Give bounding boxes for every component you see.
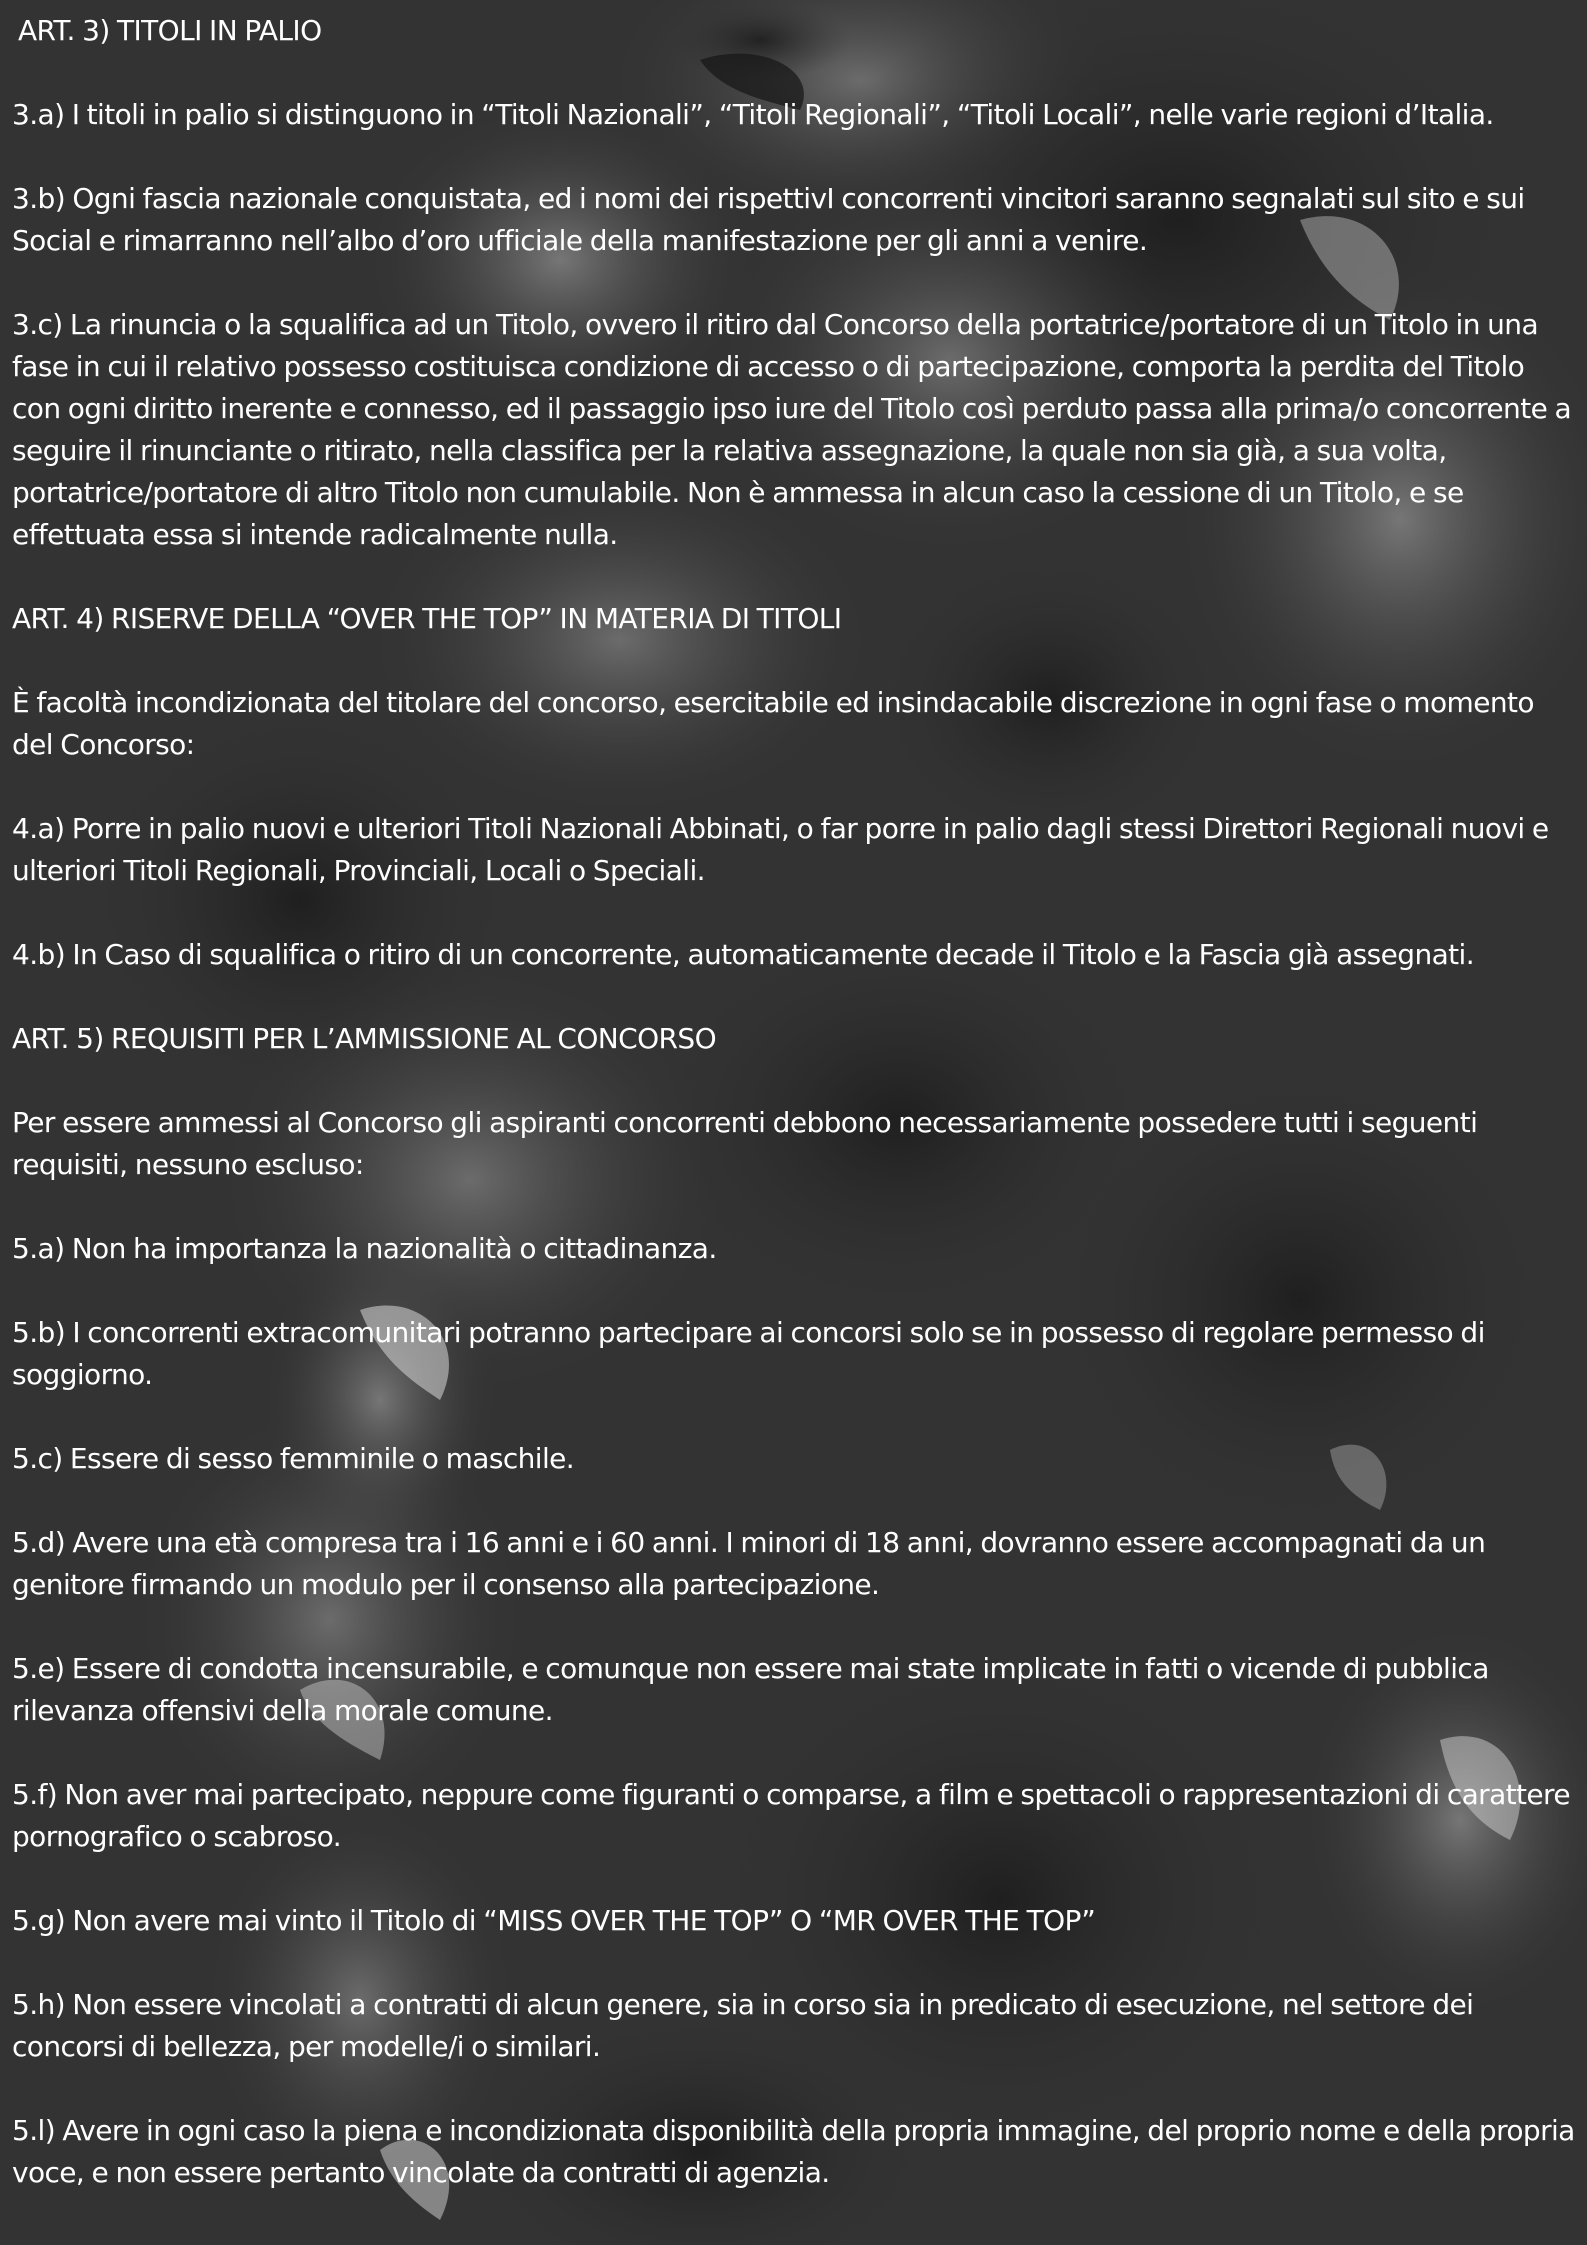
- paragraph-art-5-intro: Per essere ammessi al Concorso gli aspiranti concorrenti debbono necessariamente possedere tutti i seguenti requisiti, nessuno escluso:: [12, 1106, 1478, 1181]
- section-heading-art-5: ART. 5) REQUISITI PER L’AMMISSIONE AL CONCORSO: [12, 1022, 717, 1055]
- paragraph-3c: 3.c) La rinuncia o la squalifica ad un Titolo, ovvero il ritiro dal Concorso della portatrice/portatore di un Titolo in una fase in cui il relativo possesso costituisca condizione di accesso o di partecipazione, comporta la perdita del Titolo con ogni diritto inerente e connesso, ed il passaggio ipso iure del Titolo così perduto passa alla prima/o concorrente a seguire il rinunciante o ritirato, nella classifica per la relativa assegnazione, la quale non sia già, a sua volta, portatrice/portatore di altro Titolo non cumulabile. Non è ammessa in alcun caso la cessione di un Titolo, e se effettuata essa si intende radicalmente nulla.: [12, 308, 1572, 551]
- paragraph-5g: 5.g) Non avere mai vinto il Titolo di “MISS OVER THE TOP” O “MR OVER THE TOP”: [12, 1904, 1096, 1937]
- paragraph-3b: 3.b) Ogni fascia nazionale conquistata, ed i nomi dei rispettivI concorrenti vincitori saranno segnalati sul sito e sui Social e rimarranno nell’albo d’oro ufficiale della manifestazione per gli anni a venire.: [12, 182, 1525, 257]
- paragraph-5b: 5.b) I concorrenti extracomunitari potranno partecipare ai concorsi solo se in possesso di regolare permesso di soggiorno.: [12, 1316, 1485, 1391]
- paragraph-5h: 5.h) Non essere vincolati a contratti di alcun genere, sia in corso sia in predicato di esecuzione, nel settore dei concorsi di bellezza, per modelle/i o similari.: [12, 1988, 1474, 2063]
- paragraph-5f: 5.f) Non aver mai partecipato, neppure come figuranti o comparse, a film e spettacoli o rappresentazioni di carattere pornografico o scabroso.: [12, 1778, 1570, 1853]
- paragraph-5l: 5.l) Avere in ogni caso la piena e incondizionata disponibilità della propria immagine, del proprio nome e della propria voce, e non essere pertanto vincolate da contratti di agenzia.: [12, 2114, 1575, 2189]
- paragraph-art-4-intro: È facoltà incondizionata del titolare del concorso, esercitabile ed insindacabile discrezione in ogni fase o momento del Concorso:: [12, 686, 1534, 761]
- section-heading-art-3: ART. 3) TITOLI IN PALIO: [18, 14, 322, 47]
- section-heading-art-4: ART. 4) RISERVE DELLA “OVER THE TOP” IN MATERIA DI TITOLI: [12, 602, 842, 635]
- paragraph-5d: 5.d) Avere una età compresa tra i 16 anni e i 60 anni. I minori di 18 anni, dovranno essere accompagnati da un genitore firmando un modulo per il consenso alla partecipazione.: [12, 1526, 1486, 1601]
- paragraph-5c: 5.c) Essere di sesso femminile o maschile.: [12, 1442, 575, 1475]
- paragraph-4a: 4.a) Porre in palio nuovi e ulteriori Titoli Nazionali Abbinati, o far porre in palio dagli stessi Direttori Regionali nuovi e ulteriori Titoli Regionali, Provinciali, Locali o Speciali.: [12, 812, 1549, 887]
- paragraph-3a: 3.a) I titoli in palio si distinguono in “Titoli Nazionali”, “Titoli Regionali”, “Titoli Locali”, nelle varie regioni d’Italia.: [12, 98, 1494, 131]
- document-body: [12, 10, 1577, 2236]
- paragraph-4b: 4.b) In Caso di squalifica o ritiro di un concorrente, automaticamente decade il Titolo e la Fascia già assegnati.: [12, 938, 1475, 971]
- paragraph-5e: 5.e) Essere di condotta incensurabile, e comunque non essere mai state implicate in fatti o vicende di pubblica rilevanza offensivi della morale comune.: [12, 1652, 1489, 1727]
- paragraph-5a: 5.a) Non ha importanza la nazionalità o cittadinanza.: [12, 1232, 717, 1265]
